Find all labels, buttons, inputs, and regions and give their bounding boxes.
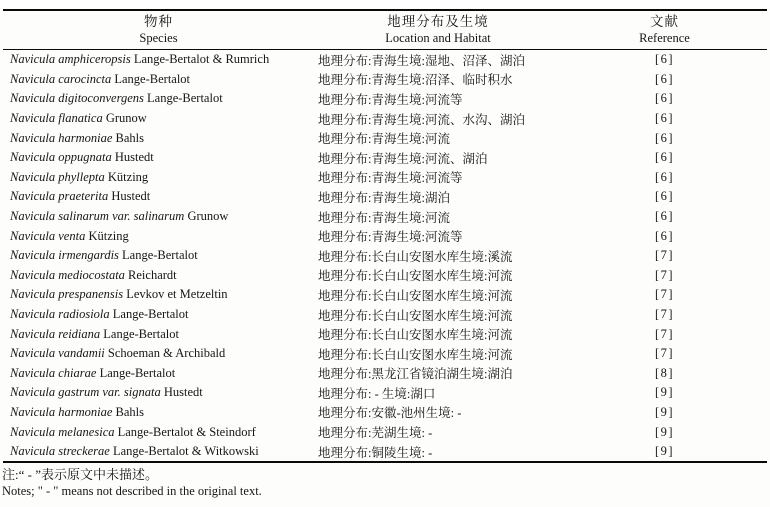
reference-cell: [562, 246, 767, 266]
table-row: [3, 128, 767, 148]
table-header: [3, 10, 767, 50]
header-location-habitat-zh: 地理分布及生境: [387, 14, 489, 29]
table-row: [3, 148, 767, 168]
habitat-cell: 地理分布:青海生境:河流等: [318, 171, 463, 186]
header-row: [3, 10, 767, 50]
reference-cell: [562, 364, 767, 384]
species-name: Navicula gastrum var. signata: [10, 385, 161, 400]
reference-number: [9]: [654, 404, 675, 419]
species-name: Navicula reidiana: [10, 326, 101, 341]
table-row: [3, 89, 767, 109]
habitat-cell: 地理分布:青海生境:沼泽、临时积水: [318, 73, 513, 88]
reference-cell: [562, 70, 767, 90]
species-name: Navicula praeterita: [10, 189, 109, 204]
species-cell: [3, 364, 314, 384]
species-authority: Lange-Bertalot: [122, 248, 198, 263]
species-authority: Lange-Bertalot: [147, 91, 223, 106]
habitat-cell: 地理分布:长白山安图水库生境:河流: [318, 308, 513, 323]
species-name: Navicula amphiceropsis: [10, 52, 131, 67]
species-table: [3, 9, 767, 463]
species-authority: Levkov et Metzeltin: [126, 287, 228, 302]
reference-cell: [562, 50, 767, 70]
header-location-habitat: [314, 10, 562, 50]
table-row: [3, 285, 767, 305]
species-name: Navicula harmoniae: [10, 404, 113, 419]
reference-number: [6]: [654, 228, 675, 243]
species-name: Navicula venta: [10, 228, 86, 243]
table-row: [3, 109, 767, 129]
species-cell: [3, 305, 314, 325]
reference-number: [6]: [654, 150, 675, 165]
species-authority: Kützing: [88, 228, 129, 243]
reference-cell: [562, 442, 767, 463]
table-row: [3, 207, 767, 227]
table-row: [3, 187, 767, 207]
table-row: [3, 422, 767, 442]
species-table-body: [3, 50, 767, 463]
species-name: Navicula chiarae: [10, 365, 97, 380]
table-row: [3, 70, 767, 90]
reference-number: [7]: [654, 267, 675, 282]
table-row: [3, 442, 767, 463]
species-cell: [3, 128, 314, 148]
table-row: [3, 226, 767, 246]
species-cell: [3, 109, 314, 129]
header-species-zh: 物种: [144, 14, 173, 29]
reference-number: [7]: [654, 346, 675, 361]
reference-number: [6]: [654, 52, 675, 67]
reference-cell: [562, 324, 767, 344]
species-cell: [3, 226, 314, 246]
table-row: [3, 305, 767, 325]
habitat-cell: 地理分布:长白山安图水库生境:河流: [318, 269, 513, 284]
species-authority: Reichardt: [128, 267, 177, 282]
reference-number: [6]: [654, 189, 675, 204]
species-name: Navicula digitoconvergens: [10, 91, 144, 106]
species-cell: [3, 187, 314, 207]
habitat-cell: 地理分布:青海生境:湿地、沼泽、湖泊: [318, 53, 525, 68]
habitat-cell: 地理分布:安徽-池州生境: -: [318, 406, 462, 421]
species-authority: Hustedt: [111, 189, 151, 204]
reference-cell: [562, 344, 767, 364]
species-cell: [3, 422, 314, 442]
species-cell: [3, 266, 314, 286]
species-cell: [3, 442, 314, 463]
species-name: Navicula prespanensis: [10, 287, 124, 302]
reference-cell: [562, 168, 767, 188]
species-name: Navicula melanesica: [10, 424, 115, 439]
habitat-cell: 地理分布:长白山安图水库生境:河流: [318, 347, 513, 362]
header-species-en: Species: [139, 31, 178, 45]
reference-number: [6]: [654, 130, 675, 145]
reference-number: [7]: [654, 248, 675, 263]
species-name: Navicula radiosiola: [10, 307, 110, 322]
reference-cell: [562, 266, 767, 286]
species-cell: [3, 50, 314, 70]
table-row: [3, 168, 767, 188]
reference-number: [6]: [654, 209, 675, 224]
species-name: Navicula harmoniae: [10, 130, 113, 145]
species-name: Navicula carocincta: [10, 71, 112, 86]
species-authority: Grunow: [187, 209, 229, 224]
species-cell: [3, 344, 314, 364]
reference-cell: [562, 305, 767, 325]
habitat-cell: 地理分布:青海生境:河流、湖泊: [318, 151, 488, 166]
species-name: Navicula salinarum var. salinarum: [10, 209, 185, 224]
reference-cell: [562, 148, 767, 168]
reference-number: [9]: [654, 385, 675, 400]
species-authority: Grunow: [105, 111, 147, 126]
reference-cell: [562, 128, 767, 148]
reference-cell: [562, 403, 767, 423]
species-authority: Lange-Bertalot & Witkowski: [112, 444, 259, 459]
habitat-cell: 地理分布:黑龙江省镜泊湖生境:湖泊: [318, 367, 513, 382]
species-cell: [3, 383, 314, 403]
reference-cell: [562, 285, 767, 305]
note-en: Notes; " - " means not described in the original text.: [2, 484, 262, 499]
reference-number: [6]: [654, 71, 675, 86]
reference-cell: [562, 109, 767, 129]
habitat-cell: 地理分布:芜湖生境: -: [318, 426, 433, 441]
species-authority: Hustedt: [114, 150, 154, 165]
species-cell: [3, 207, 314, 227]
reference-cell: [562, 89, 767, 109]
table-notes: [2, 466, 770, 500]
reference-number: [6]: [654, 169, 675, 184]
reference-cell: [562, 422, 767, 442]
reference-number: [6]: [654, 91, 675, 106]
reference-number: [7]: [654, 287, 675, 302]
species-authority: Lange-Bertalot: [99, 365, 176, 380]
species-cell: [3, 70, 314, 90]
species-name: Navicula oppugnata: [10, 150, 112, 165]
species-authority: Lange-Bertalot: [103, 326, 179, 341]
reference-number: [6]: [654, 111, 675, 126]
table-row: [3, 364, 767, 384]
habitat-cell: 地理分布:青海生境:河流: [318, 132, 450, 147]
species-name: Navicula phyllepta: [10, 169, 105, 184]
species-cell: [3, 89, 314, 109]
table-row: [3, 246, 767, 266]
reference-cell: [562, 226, 767, 246]
habitat-cell: 地理分布:长白山安图水库生境:溪流: [318, 249, 513, 264]
species-authority: Lange-Bertalot & Steindorf: [117, 424, 256, 439]
species-authority: Bahls: [115, 130, 145, 145]
species-cell: [3, 168, 314, 188]
table-row: [3, 403, 767, 423]
habitat-cell: 地理分布:长白山安图水库生境:河流: [318, 288, 513, 303]
header-reference-en: Reference: [639, 31, 690, 45]
species-cell: [3, 403, 314, 423]
table-row: [3, 344, 767, 364]
habitat-cell: 地理分布:青海生境:河流等: [318, 230, 463, 245]
reference-number: [9]: [654, 424, 675, 439]
species-name: Navicula irmengardis: [10, 248, 119, 263]
species-authority: Schoeman & Archibald: [107, 346, 226, 361]
header-species: [3, 10, 314, 50]
species-name: Navicula vandamii: [10, 346, 105, 361]
species-name: Navicula flanatica: [10, 111, 103, 126]
species-name: Navicula mediocostata: [10, 267, 125, 282]
species-authority: Bahls: [115, 404, 145, 419]
header-location-habitat-en: Location and Habitat: [385, 31, 491, 45]
habitat-cell: 地理分布:青海生境:湖泊: [318, 190, 450, 205]
species-authority: Lange-Bertalot: [114, 71, 191, 86]
habitat-cell: 地理分布:长白山安图水库生境:河流: [318, 328, 513, 343]
species-cell: [3, 324, 314, 344]
paper-table-page: [0, 9, 770, 507]
habitat-cell: 地理分布:青海生境:河流、水沟、湖泊: [318, 112, 525, 127]
species-cell: [3, 285, 314, 305]
species-authority: Kützing: [107, 169, 149, 184]
header-reference-zh: 文献: [650, 14, 679, 29]
reference-number: [7]: [654, 326, 675, 341]
habitat-cell: 地理分布:青海生境:河流: [318, 210, 450, 225]
table-row: [3, 266, 767, 286]
header-reference: [562, 10, 767, 50]
habitat-cell: 地理分布:铜陵生境: -: [318, 445, 433, 460]
habitat-cell: 地理分布:青海生境:河流等: [318, 92, 463, 107]
table-row: [3, 383, 767, 403]
reference-cell: [562, 383, 767, 403]
reference-cell: [562, 207, 767, 227]
habitat-cell: 地理分布: - 生境:湖口: [318, 386, 436, 401]
reference-number: [7]: [654, 307, 675, 322]
species-cell: [3, 148, 314, 168]
reference-cell: [562, 187, 767, 207]
species-cell: [3, 246, 314, 266]
note-zh: 注:“ - ”表示原文中未描述。: [2, 467, 158, 483]
table-row: [3, 324, 767, 344]
species-authority: Hustedt: [163, 385, 203, 400]
reference-number: [8]: [654, 365, 675, 380]
species-name: Navicula streckerae: [10, 444, 110, 459]
reference-number: [9]: [654, 444, 675, 459]
table-row: [3, 50, 767, 70]
species-authority: Lange-Bertalot & Rumrich: [133, 52, 270, 67]
species-authority: Lange-Bertalot: [112, 307, 189, 322]
